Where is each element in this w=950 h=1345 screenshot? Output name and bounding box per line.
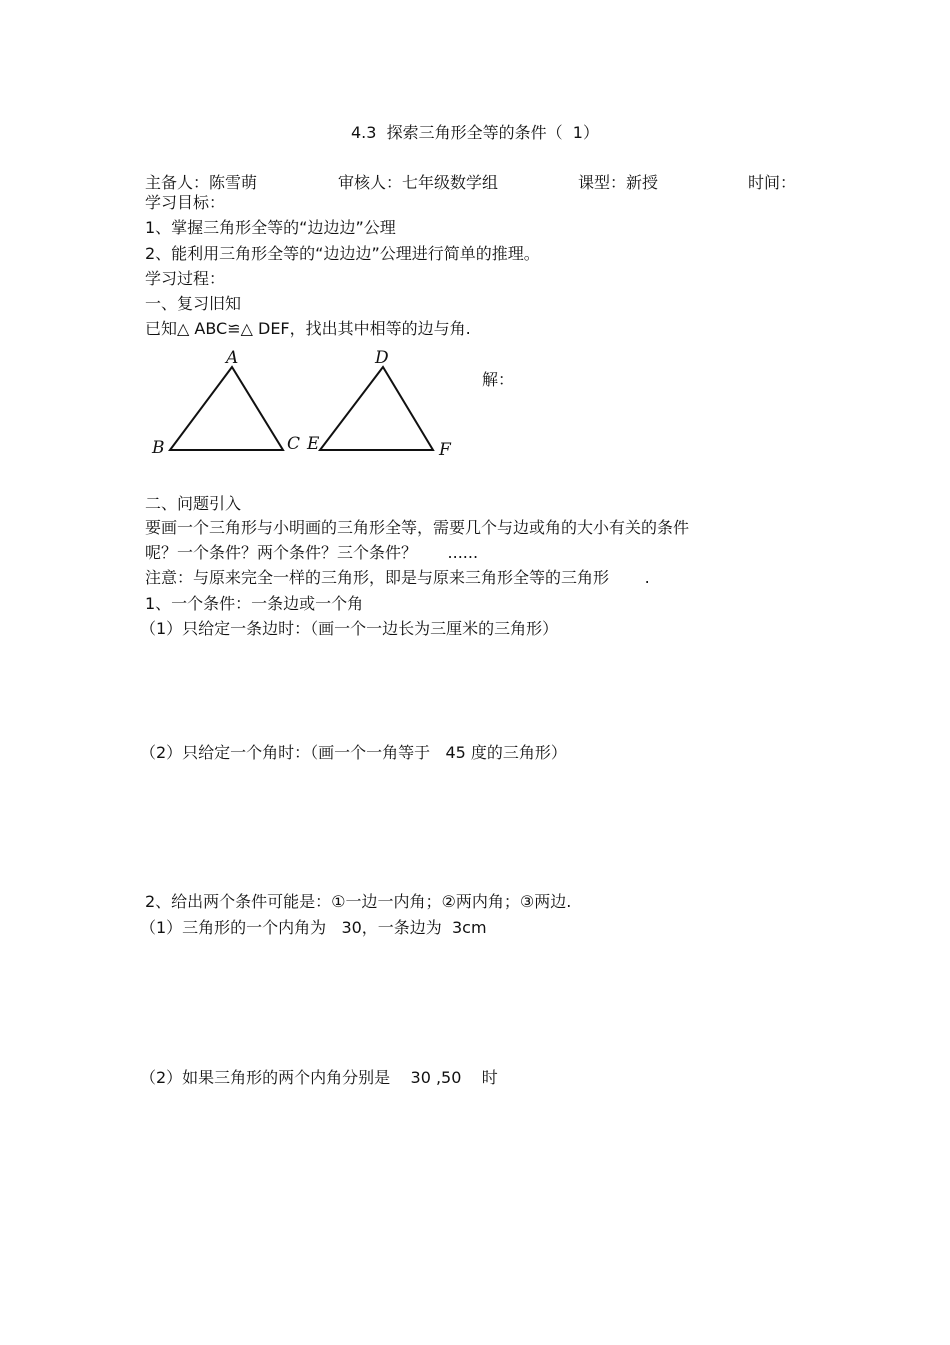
condition1-item: （1）只给定一条边时：（画一个一边长为三厘米的三角形） — [140, 619, 559, 638]
vertex-label-b: B — [152, 438, 165, 458]
triangle-abc — [170, 367, 283, 450]
preparer: 主备人：陈雪萌 — [145, 173, 258, 192]
condition2-item: （2）如果三角形的两个内角分别是 30 ,50 时 — [140, 1068, 498, 1087]
page-title: 4.3 探索三角形全等的条件（ 1） — [351, 123, 599, 142]
review-text: 已知△ ABC≌△ DEF，找出其中相等的边与角. — [145, 319, 471, 338]
reviewer: 审核人：七年级数学组 — [338, 173, 499, 192]
intro-heading: 二、问题引入 — [145, 494, 242, 513]
intro-text-line: 要画一个三角形与小明画的三角形全等，需要几个与边或角的大小有关的条件 — [145, 518, 690, 537]
objective-item: 1、掌握三角形全等的“边边边”公理 — [145, 218, 396, 237]
condition2-heading: 2、给出两个条件可能是：①一边一内角；②两内角；③两边. — [145, 892, 572, 911]
lesson-type: 课型：新授 — [578, 173, 659, 192]
triangle-def — [320, 367, 433, 450]
condition1-item: （2）只给定一个角时：（画一个一角等于 45 度的三角形） — [140, 743, 567, 762]
intro-text-line: 呢？一个条件？两个条件？三个条件？ ...... — [145, 543, 479, 562]
condition1-heading: 1、一个条件：一条边或一个角 — [145, 594, 364, 613]
objective-item: 2、能利用三角形全等的“边边边”公理进行简单的推理。 — [145, 244, 540, 263]
objectives-heading: 学习目标： — [145, 193, 226, 212]
solution-label: 解： — [482, 370, 515, 389]
time-label: 时间： — [748, 173, 797, 192]
congruent-triangles-figure — [140, 345, 470, 465]
vertex-label-d: D — [375, 348, 389, 368]
vertex-label-e: E — [307, 434, 320, 454]
vertex-label-f: F — [439, 440, 451, 460]
vertex-label-c: C — [287, 434, 301, 454]
note-text: 注意：与原来完全一样的三角形，即是与原来三角形全等的三角形 . — [145, 568, 650, 587]
review-heading: 一、复习旧知 — [145, 294, 242, 313]
process-heading: 学习过程： — [145, 269, 226, 288]
vertex-label-a: A — [226, 348, 239, 368]
condition2-item: （1）三角形的一个内角为 30，一条边为 3cm — [140, 918, 487, 937]
